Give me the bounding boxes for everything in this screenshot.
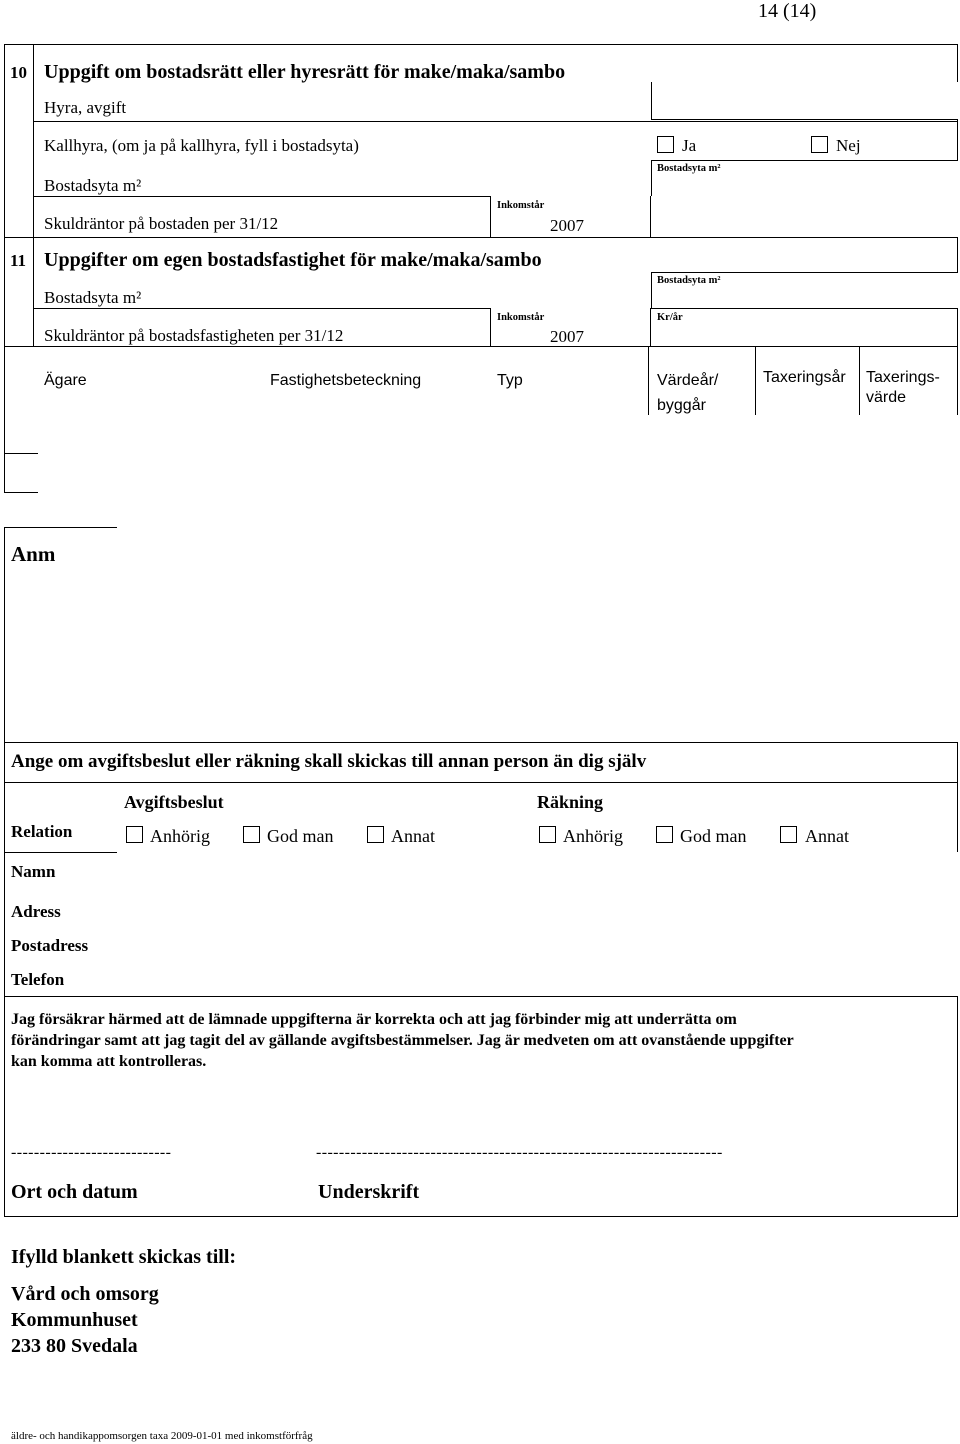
anm-line-2[interactable] xyxy=(117,567,958,603)
col-agare: Ägare xyxy=(44,372,87,389)
col-vardear: Värdeår/ xyxy=(657,372,719,389)
bostadsyta-small-10: Bostadsyta m² xyxy=(657,163,721,174)
ja-label: Ja xyxy=(682,136,697,155)
rak-namn-input[interactable] xyxy=(530,852,958,892)
ort-datum-dashes: ---------------------------- xyxy=(11,1144,172,1161)
hyra-input[interactable] xyxy=(651,82,958,120)
ort-datum-label: Ort och datum xyxy=(11,1181,138,1203)
avg-namn-input[interactable] xyxy=(117,852,530,892)
ort-datum-input[interactable] xyxy=(11,1120,256,1156)
col-taxeringsar: Taxeringsår xyxy=(763,369,846,386)
rak-godman-label: God man xyxy=(680,826,747,846)
col-taxeringsvarde-2: värde xyxy=(866,389,907,406)
year-11: 2007 xyxy=(550,327,584,346)
rak-anhorig-label: Anhörig xyxy=(563,826,623,846)
avgiftsbeslut-label: Avgiftsbeslut xyxy=(124,792,224,812)
nej-label: Nej xyxy=(836,136,861,155)
page-number: 14 (14) xyxy=(758,0,817,22)
send-to-line-2: Kommunhuset xyxy=(11,1309,138,1331)
skuldrantor-label-10: Skuldräntor på bostaden per 31/12 xyxy=(44,214,279,233)
col-byggar: byggår xyxy=(657,397,706,414)
ange-heading: Ange om avgiftsbeslut eller räkning skall skickas till annan person än dig själv xyxy=(11,751,647,772)
section-10-title: Uppgift om bostadsrätt eller hyresrätt för make/maka/sambo xyxy=(44,61,566,83)
col-typ: Typ xyxy=(497,372,523,389)
send-to-line-1: Vård och omsorg xyxy=(11,1283,159,1305)
anm-line-6[interactable] xyxy=(117,708,958,742)
section-10-number: 10 xyxy=(10,63,27,82)
nej-checkbox[interactable] xyxy=(811,136,828,153)
adress-input[interactable] xyxy=(117,892,958,928)
send-to-line-3: 233 80 Svedala xyxy=(11,1335,138,1357)
send-to-heading: Ifylld blankett skickas till: xyxy=(11,1246,237,1268)
bostadsyta-label-10: Bostadsyta m² xyxy=(44,176,142,195)
rak-anhorig-checkbox[interactable] xyxy=(539,826,556,843)
skuldrantor-input-10[interactable] xyxy=(651,196,958,237)
avg-anhorig-checkbox[interactable] xyxy=(126,826,143,843)
footer-text: äldre- och handikappomsorgen taxa 2009-01-01 med inkomstförfråg xyxy=(11,1430,313,1442)
ja-checkbox[interactable] xyxy=(657,136,674,153)
telefon-input[interactable] xyxy=(117,962,958,996)
avg-godman-checkbox[interactable] xyxy=(243,826,260,843)
property-row-2[interactable] xyxy=(38,453,958,493)
kr-ar-label-11: Kr/år xyxy=(657,312,683,323)
bostadsyta-small-11: Bostadsyta m² xyxy=(657,275,721,286)
col-fastighetsbeteckning: Fastighetsbeteckning xyxy=(270,372,422,389)
section-11-title: Uppgifter om egen bostadsfastighet för make/maka/sambo xyxy=(44,249,542,271)
adress-label: Adress xyxy=(11,902,61,921)
inkomstar-label-11: Inkomstår xyxy=(497,312,545,323)
anm-line-5[interactable] xyxy=(117,674,958,708)
rak-annat-label: Annat xyxy=(805,826,849,846)
declaration-line-2: förändringar samt att jag tagit del av gällande avgiftsbestämmelser. Jag är medveten om att ovanstående uppgifter xyxy=(11,1032,794,1049)
avg-annat-label: Annat xyxy=(391,826,435,846)
skuldrantor-label-11: Skuldräntor på bostadsfastigheten per 31/12 xyxy=(44,326,344,345)
anm-line-1[interactable] xyxy=(117,527,958,567)
rakning-label: Räkning xyxy=(537,792,604,812)
hyra-label: Hyra, avgift xyxy=(44,98,127,117)
declaration-line-3: kan komma att kontrolleras. xyxy=(11,1053,207,1070)
postadress-input[interactable] xyxy=(117,928,958,962)
relation-label: Relation xyxy=(11,822,73,841)
telefon-label: Telefon xyxy=(11,970,65,989)
rak-godman-checkbox[interactable] xyxy=(656,826,673,843)
avg-godman-label: God man xyxy=(267,826,334,846)
kallhyra-label: Kallhyra, (om ja på kallhyra, fyll i bostadsyta) xyxy=(44,136,359,155)
year-10: 2007 xyxy=(550,216,584,235)
underskrift-input[interactable] xyxy=(316,1120,938,1156)
avg-annat-checkbox[interactable] xyxy=(367,826,384,843)
anm-line-4[interactable] xyxy=(117,639,958,674)
postadress-label: Postadress xyxy=(11,936,89,955)
section-11-number: 11 xyxy=(10,251,27,270)
property-row-1[interactable] xyxy=(38,415,958,453)
underskrift-dashes: ----------------------------------------------------------------------- xyxy=(316,1144,723,1161)
avg-anhorig-label: Anhörig xyxy=(150,826,210,846)
underskrift-label: Underskrift xyxy=(318,1181,420,1203)
anm-label: Anm xyxy=(11,542,56,566)
declaration-line-1: Jag försäkrar härmed att de lämnade uppgifterna är korrekta och att jag förbinder mig att underrätta om xyxy=(11,1011,737,1028)
namn-label: Namn xyxy=(11,862,56,881)
col-taxeringsvarde-1: Taxerings- xyxy=(866,369,940,386)
anm-line-3[interactable] xyxy=(117,603,958,639)
inkomstar-label-10: Inkomstår xyxy=(497,200,545,211)
rak-annat-checkbox[interactable] xyxy=(780,826,797,843)
bostadsyta-label-11: Bostadsyta m² xyxy=(44,288,142,307)
